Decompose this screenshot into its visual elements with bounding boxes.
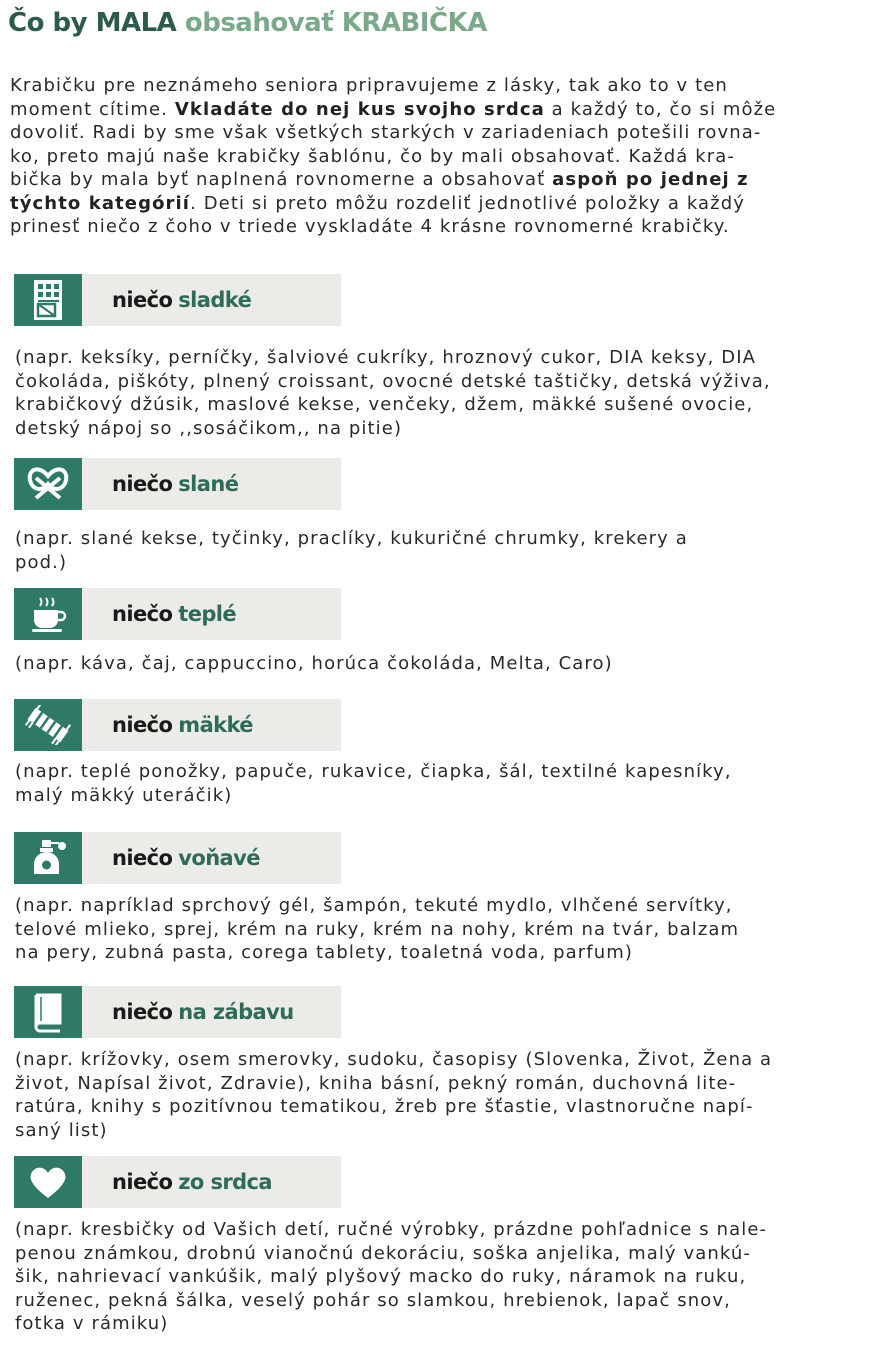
category-header-makke xyxy=(14,699,341,751)
description-line: šik, nahrievací vankúšik, malý plyšový macko do ruky, náramok na ruku, xyxy=(15,1266,747,1287)
category-description-slane xyxy=(15,527,885,574)
category-name: sladké xyxy=(178,288,252,312)
category-name: voňavé xyxy=(178,846,260,870)
description-line: (napr. kresbičky od Vašich detí, ručné výrobky, prázdne pohľadnice s nale- xyxy=(15,1219,768,1240)
category-prefix: niečo xyxy=(112,1000,173,1024)
category-name: slané xyxy=(178,472,239,496)
category-title xyxy=(82,986,341,1038)
category-title xyxy=(82,1156,341,1208)
category-prefix: niečo xyxy=(112,288,173,312)
intro-line: bička by mala byť naplnená rovnomerne a obsahovať xyxy=(10,169,553,190)
description-line: ruženec, pekná šálka, veselý pohár so slamkou, hrebienok, lapač snov, xyxy=(15,1289,731,1311)
chocolate-icon xyxy=(14,274,82,326)
category-name: teplé xyxy=(178,602,237,626)
description-line: život, Napísal život, Zdravie), kniha básní, pekný román, duchovná lite- xyxy=(15,1072,737,1094)
pretzel-icon xyxy=(14,458,82,510)
intro-emphasis: Vkladáte do nej kus svojho srdca xyxy=(174,98,545,120)
description-line: na pery, zubná pasta, corega tablety, toaletná voda, parfum) xyxy=(15,942,633,963)
category-description-makke xyxy=(15,760,885,807)
description-line: malý mäkký uteráčik) xyxy=(15,784,233,806)
intro-emphasis: aspoň po jednej z xyxy=(552,169,749,190)
category-description-zo-srdca xyxy=(15,1218,885,1336)
description-line: (napr. káva, čaj, cappuccino, horúca čokoláda, Melta, Caro) xyxy=(15,653,613,674)
cup-icon xyxy=(14,588,82,640)
intro-line: Krabičku pre neznámeho seniora pripravujeme z lásky, tak ako to v ten xyxy=(10,75,728,96)
category-description-vonave xyxy=(15,894,885,965)
description-line: krabičkový džúsik, maslové kekse, venčeky, džem, mäkké sušené ovocie, xyxy=(15,394,754,415)
description-line: pod.) xyxy=(15,551,68,573)
page-title xyxy=(8,8,487,38)
description-line: ratúra, knihy s pozitívnou tematikou, žreb pre šťastie, vlastnoručne napí- xyxy=(15,1096,754,1117)
category-prefix: niečo xyxy=(112,713,173,737)
category-name: na zábavu xyxy=(178,1000,294,1024)
category-title xyxy=(82,588,341,640)
category-prefix: niečo xyxy=(112,472,173,496)
perfume-icon xyxy=(14,832,82,884)
category-prefix: niečo xyxy=(112,1170,173,1194)
category-title xyxy=(82,458,341,510)
description-line: čokoláda, piškóty, plnený croissant, ovocné detské taštičky, detská výživa, xyxy=(15,370,771,392)
category-header-vonave xyxy=(14,832,341,884)
category-prefix: niečo xyxy=(112,602,173,626)
category-prefix: niečo xyxy=(112,846,173,870)
category-title xyxy=(82,699,341,751)
title-part-2: obsahovať KRABIČKA xyxy=(184,8,487,38)
intro-line: a každý to, čo si môže xyxy=(544,98,777,120)
category-name: mäkké xyxy=(178,713,253,737)
category-description-na-zabavu xyxy=(15,1048,885,1142)
description-line: (napr. keksíky, perníčky, šalviové cukríky, hroznový cukor, DIA keksy, DIA xyxy=(15,347,757,368)
intro-emphasis: týchto kategórií xyxy=(10,192,191,214)
intro-line: prinesť niečo z čoho v triede vyskladáte 4 krásne rovnomerné krabičky. xyxy=(10,216,730,237)
description-line: saný list) xyxy=(15,1119,108,1141)
category-title xyxy=(82,832,341,884)
description-line: (napr. krížovky, osem smerovky, sudoku, časopisy (Slovenka, Život, Žena a xyxy=(15,1049,773,1070)
description-line: (napr. slané kekse, tyčinky, praclíky, kukuričné chrumky, krekery a xyxy=(15,528,688,549)
description-line: penou známkou, drobnú vianočnú dekoráciu, soška anjelika, malý vankú- xyxy=(15,1242,751,1264)
category-header-na-zabavu xyxy=(14,986,341,1038)
description-line: fotka v rámiku) xyxy=(15,1313,169,1334)
category-header-teple xyxy=(14,588,341,640)
category-header-slane xyxy=(14,458,341,510)
description-line: (napr. teplé ponožky, papuče, rukavice, čiapka, šál, textilné kapesníky, xyxy=(15,761,732,782)
category-title xyxy=(82,274,341,326)
category-description-teple xyxy=(15,652,885,676)
scarf-icon xyxy=(14,699,82,751)
category-name: zo srdca xyxy=(178,1170,272,1194)
book-icon xyxy=(14,986,82,1038)
intro-line: moment cítime. xyxy=(10,98,175,120)
intro-line: . Deti si preto môžu rozdeliť jednotlivé položky a každý xyxy=(190,192,745,214)
description-line: detský nápoj so ,,sosáčikom,, na pitie) xyxy=(15,417,403,439)
intro-line: dovoliť. Radi by sme však všetkých starkých v zariadeniach potešili rovna- xyxy=(10,122,762,143)
heart-icon xyxy=(14,1156,82,1208)
description-line: telové mlieko, sprej, krém na ruky, krém na nohy, krém na tvár, balzam xyxy=(15,918,740,940)
intro-line: ko, preto majú naše krabičky šablónu, čo by mali obsahovať. Každá kra- xyxy=(10,145,735,167)
description-line: (napr. napríklad sprchový gél, šampón, tekuté mydlo, vlhčené servítky, xyxy=(15,895,733,916)
title-part-1: Čo by MALA xyxy=(8,8,177,38)
category-header-zo-srdca xyxy=(14,1156,341,1208)
intro-paragraph xyxy=(10,74,880,239)
category-description-sladke xyxy=(15,346,885,440)
category-header-sladke xyxy=(14,274,341,326)
